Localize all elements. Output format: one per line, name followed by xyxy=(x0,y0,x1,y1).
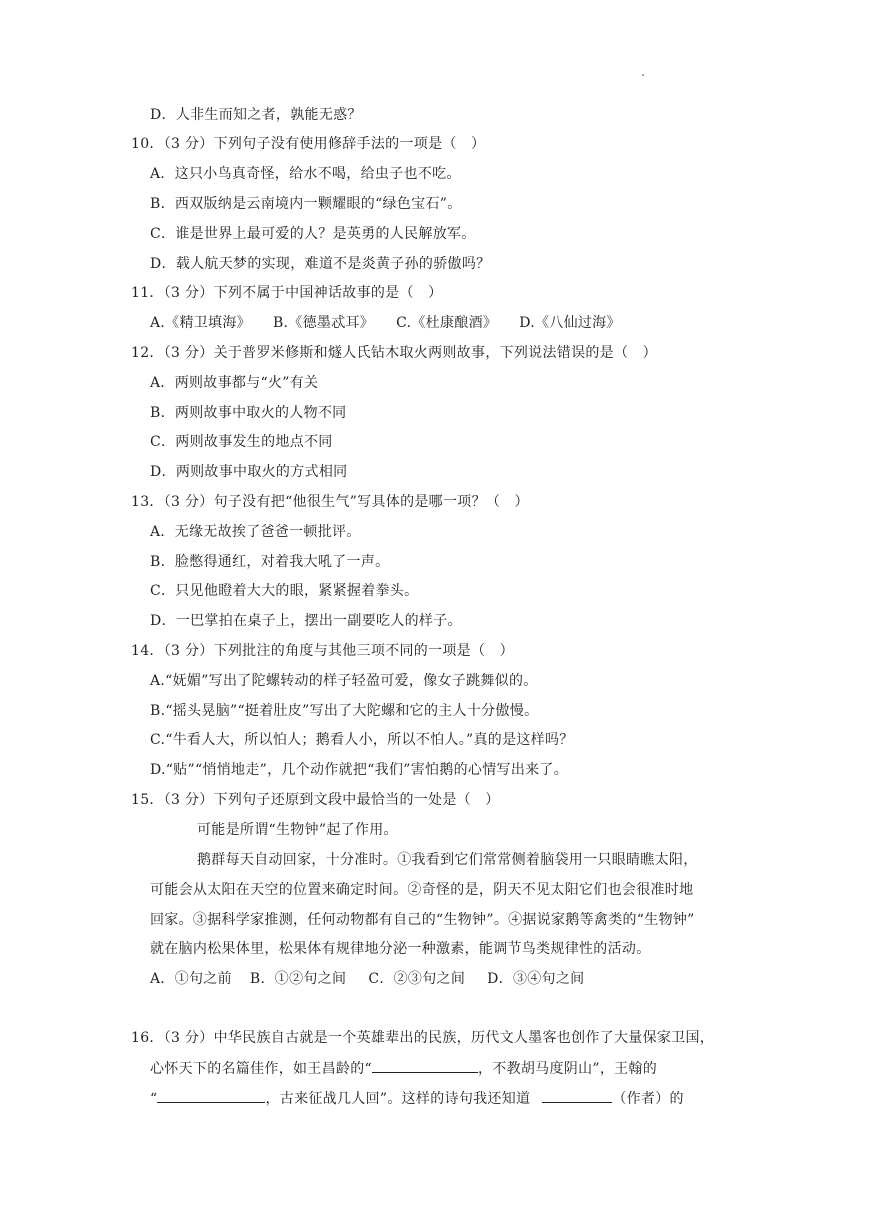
q15-stem: 15．（3 分）下列句子还原到文段中最恰当的一处是（ ） xyxy=(131,792,500,808)
q15-passage-line-1: 鹅群每天自动回家，十分准时。①我看到它们常常侧着脑袋用一只眼睛瞧太阳， xyxy=(197,852,698,868)
q16-line-3 xyxy=(150,1088,684,1109)
q11-options xyxy=(150,313,643,333)
q14-stem: 14．（3 分）下列批注的角度与其他三项不同的一项是（ ） xyxy=(131,643,514,659)
q15-passage-line-4: 就在脑内松果体里，松果体有规律地分泌一种激素，能调节鸟类规律性的活动。 xyxy=(150,941,651,957)
q13-option-c: C．只见他瞪着大大的眼，紧紧握着拳头。 xyxy=(150,583,419,599)
q16-line-2-part-b: ，不教胡马度阴山”，王翰的 xyxy=(477,1061,658,1077)
q16-line-2-part-a: 心怀天下的名篇佳作，如王昌龄的“ xyxy=(150,1061,372,1077)
q12-option-b: B．两则故事中取火的人物不同 xyxy=(150,405,347,421)
q16-blank-3[interactable] xyxy=(542,1088,612,1103)
q15-given-sentence: 可能是所谓“生物钟”起了作用。 xyxy=(197,822,398,838)
q16-line-2 xyxy=(150,1058,657,1079)
q13-option-a: A．无缘无故挨了爸爸一顿批评。 xyxy=(150,524,361,540)
q15-option-b: B．①②句之间 xyxy=(249,971,347,987)
q10-option-b: B．西双版纳是云南境内一颗耀眼的“绿色宝石”。 xyxy=(150,196,462,212)
q14-option-c: C.“牛看人大，所以怕人；鹅看人小，所以不怕人。”真的是这样吗？ xyxy=(150,732,574,748)
q10-option-c: C．谁是世界上最可爱的人？是英勇的人民解放军。 xyxy=(150,226,476,242)
q11-option-d: D.《八仙过海》 xyxy=(519,315,621,331)
q14-option-b: B.“摇头晃脑”“挺着肚皮”写出了大陀螺和它的主人十分傲慢。 xyxy=(150,703,539,719)
q14-option-a: A.“妩媚”写出了陀螺转动的样子轻盈可爱，像女子跳舞似的。 xyxy=(150,673,538,689)
q11-stem: 11．（3 分）下列不属于中国神话故事的是（ ） xyxy=(131,285,443,301)
q12-stem: 12．（3 分）关于普罗米修斯和燧人氏钻木取火两则故事，下列说法错误的是（ ） xyxy=(131,345,657,361)
q16-line-3-part-b: ，古来征战几人回”。这样的诗句我还知道 xyxy=(265,1091,531,1107)
q13-stem: 13．（3 分）句子没有把“他很生气”写具体的是哪一项？（ ） xyxy=(131,494,529,510)
q12-option-d: D．两则故事中取火的方式相同 xyxy=(150,464,348,480)
q9-option-d: D．人非生而知之者，孰能无惑？ xyxy=(150,107,362,123)
q15-option-a: A．①句之前 xyxy=(150,971,232,987)
page-mark xyxy=(642,74,644,76)
q16-line-1: 16．（3 分）中华民族自古就是一个英雄辈出的民族，历代文人墨客也创作了大量保家卫国， xyxy=(131,1030,715,1046)
q13-option-b: B．脸憋得通红，对着我大吼了一声。 xyxy=(150,554,390,570)
q16-line-3-part-a: “ xyxy=(150,1091,158,1107)
q12-option-c: C．两则故事发生的地点不同 xyxy=(150,434,333,450)
q16-blank-1[interactable] xyxy=(372,1058,478,1073)
q10-option-a: A．这只小鸟真奇怪，给水不喝，给虫子也不吃。 xyxy=(150,166,461,182)
q12-option-a: A．两则故事都与“火”有关 xyxy=(150,375,319,391)
q15-passage-line-3: 回家。③据科学家推测，任何动物都有自己的“生物钟”。④据说家鹅等禽类的“生物钟” xyxy=(150,912,695,928)
q16-line-3-part-c: （作者）的 xyxy=(612,1091,684,1107)
q10-option-d: D．载人航天梦的实现，难道不是炎黄子孙的骄傲吗？ xyxy=(150,256,491,272)
q13-option-d: D．一巴掌拍在桌子上，摆出一副要吃人的样子。 xyxy=(150,613,462,629)
q15-option-d: D．③④句之间 xyxy=(487,971,585,987)
q15-option-c: C．②③句之间 xyxy=(368,971,466,987)
q15-passage-line-2: 可能会从太阳在天空的位置来确定时间。②奇怪的是，阴天不见太阳它们也会很准时地 xyxy=(150,882,694,898)
q15-options xyxy=(150,969,606,989)
q11-option-b: B.《德墨忒耳》 xyxy=(272,315,375,331)
q11-option-a: A.《精卫填海》 xyxy=(150,315,251,331)
q14-option-d: D.“贴”“悄悄地走”，几个动作就把“我们”害怕鹅的心情写出来了。 xyxy=(150,762,569,778)
q10-stem: 10．（3 分）下列句子没有使用修辞手法的一项是（ ） xyxy=(131,136,486,152)
q11-option-c: C.《杜康酿酒》 xyxy=(396,315,498,331)
q16-blank-2[interactable] xyxy=(157,1088,265,1103)
